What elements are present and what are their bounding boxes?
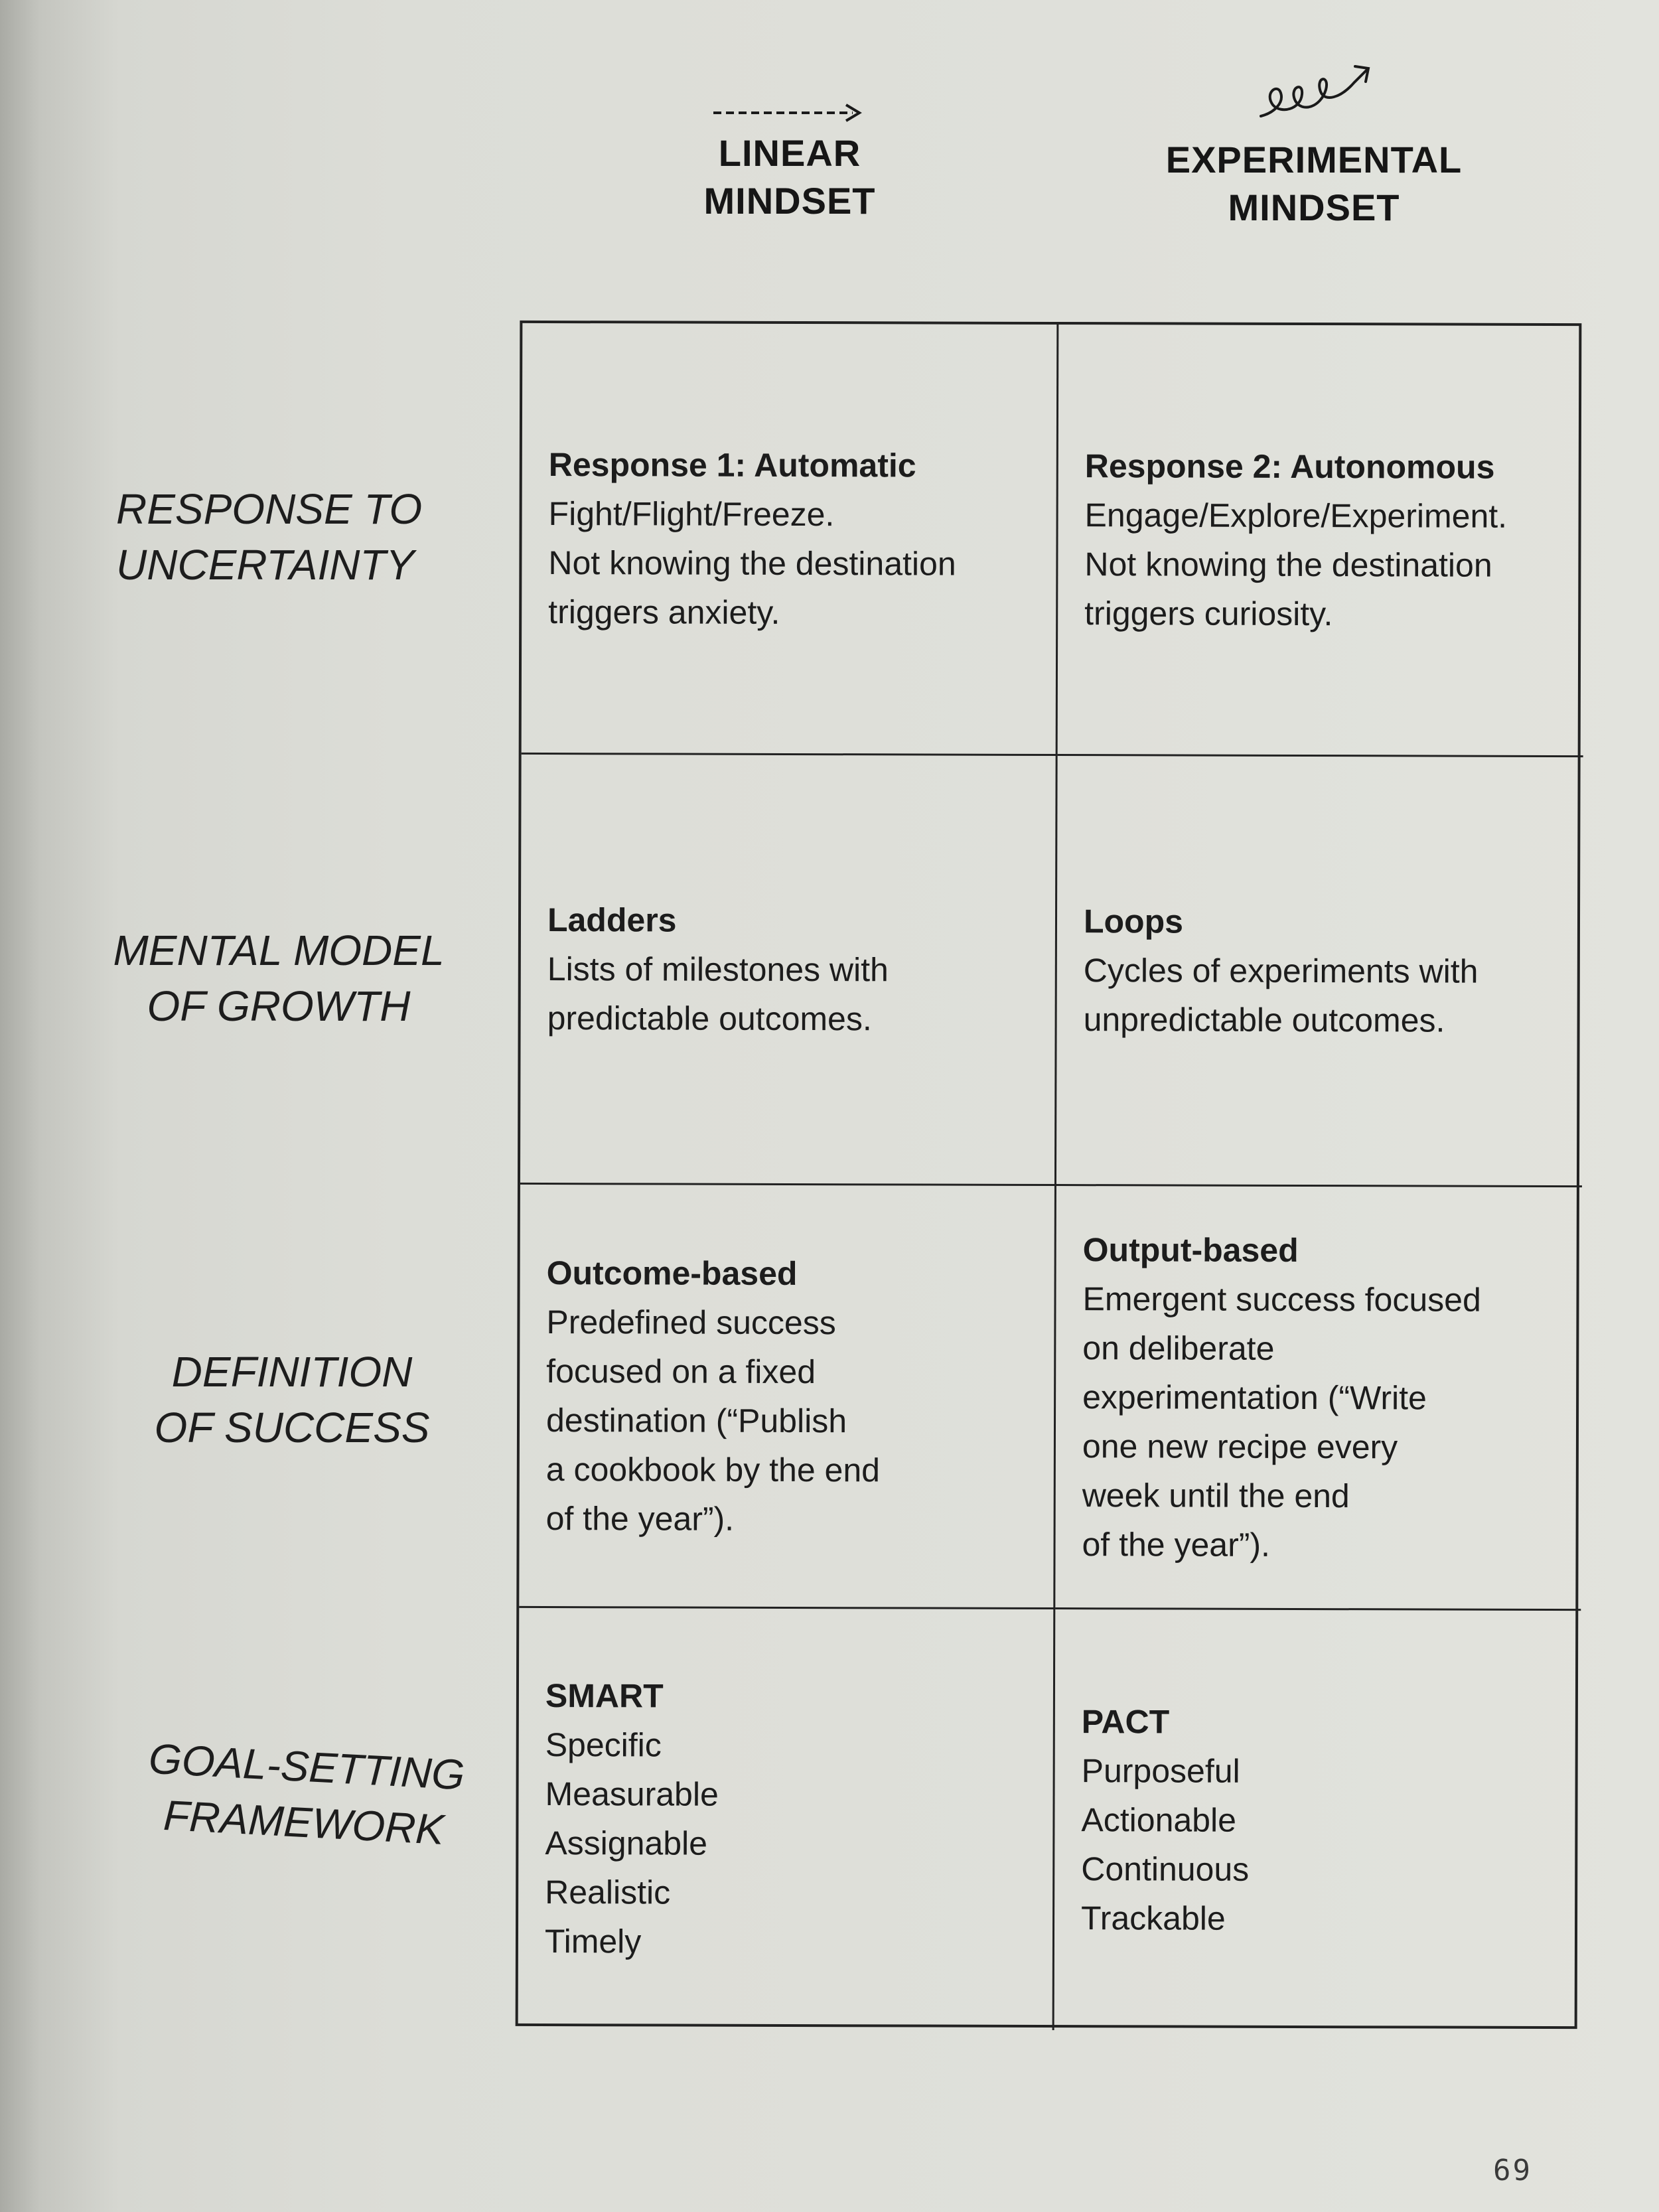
cell-line: Continuous: [1081, 1850, 1250, 1888]
row-label-mental-model-of-growth: [106, 922, 451, 1034]
row-label-definition-of-success: [119, 1344, 465, 1455]
cell-title: PACT: [1081, 1703, 1170, 1741]
page-number: 69: [1493, 2154, 1532, 2187]
cell-title: Response 2: Autonomous: [1084, 447, 1495, 486]
cell-line: Not knowing the destination: [548, 544, 956, 583]
cell-line: of the year”).: [545, 1499, 735, 1538]
column-header-experimental: [1128, 136, 1500, 232]
cell-experimental-response: [1058, 325, 1585, 757]
cell-line: Not knowing the destination: [1084, 545, 1492, 584]
column-header-line: MINDSET: [1228, 186, 1400, 228]
cell-line: Fight/Flight/Freeze.: [548, 494, 835, 533]
row-label-line: UNCERTAINTY: [116, 541, 415, 589]
row-label-line: GOAL-SETTING: [147, 1734, 467, 1799]
cell-linear-growth: [520, 755, 1058, 1186]
cell-line: Trackable: [1080, 1899, 1226, 1937]
row-label-line: OF GROWTH: [147, 982, 411, 1030]
cell-linear-framework: [518, 1608, 1056, 2030]
cell-line: triggers curiosity.: [1084, 594, 1333, 632]
cell-line: a cookbook by the end: [545, 1450, 881, 1489]
cell-title: Response 1: Automatic: [548, 445, 916, 484]
row-label-goal-setting-framework: [130, 1730, 480, 1860]
cell-line: destination (“Publish: [545, 1401, 847, 1439]
cell-line: one new recipe every: [1082, 1427, 1398, 1465]
cell-line: experimentation (“Write: [1082, 1378, 1427, 1416]
dashed-arrow-icon: [710, 100, 869, 126]
row-label-line: DEFINITION: [171, 1348, 413, 1396]
cell-line: Assignable: [545, 1824, 708, 1862]
cell-title: Output-based: [1082, 1230, 1299, 1269]
cell-line: focused on a fixed: [546, 1352, 816, 1390]
cell-line: Engage/Explore/Experiment.: [1084, 496, 1508, 535]
cell-line: Measurable: [545, 1775, 719, 1813]
row-label-response-to-uncertainty: [100, 481, 461, 593]
cell-line: Lists of milestones with: [547, 950, 889, 988]
cell-line: Emergent success focused: [1082, 1280, 1481, 1319]
cell-line: Predefined success: [546, 1303, 836, 1341]
cell-linear-success: [519, 1185, 1056, 1609]
cell-title: Ladders: [547, 901, 677, 939]
cell-line: of the year”).: [1082, 1525, 1271, 1564]
cell-line: predictable outcomes.: [547, 999, 872, 1037]
row-label-line: FRAMEWORK: [162, 1791, 445, 1854]
row-label-line: OF SUCCESS: [154, 1404, 430, 1451]
row-label-line: RESPONSE TO: [116, 485, 423, 533]
cell-experimental-success: [1055, 1186, 1582, 1611]
column-header-line: MINDSET: [703, 180, 876, 222]
cell-line: Specific: [545, 1726, 662, 1764]
cell-line: on deliberate: [1082, 1329, 1275, 1367]
cell-line: week until the end: [1082, 1476, 1350, 1514]
cell-title: Outcome-based: [546, 1254, 798, 1292]
cell-linear-response: [522, 323, 1059, 756]
cell-line: Cycles of experiments with: [1083, 951, 1479, 990]
row-label-line: MENTAL MODEL: [113, 926, 445, 974]
cell-line: Timely: [544, 1923, 642, 1960]
cell-line: unpredictable outcomes.: [1083, 1000, 1445, 1039]
column-header-linear: [657, 129, 922, 225]
column-header-line: LINEAR: [718, 132, 861, 174]
cell-line: triggers anxiety.: [548, 593, 780, 631]
column-header-line: EXPERIMENTAL: [1165, 139, 1463, 181]
cell-line: Realistic: [545, 1874, 671, 1911]
cell-title: Loops: [1083, 902, 1184, 940]
loop-arrow-icon: [1254, 46, 1380, 126]
cell-line: Purposeful: [1081, 1752, 1240, 1790]
cell-line: Actionable: [1081, 1801, 1237, 1839]
cell-experimental-framework: [1054, 1609, 1581, 2031]
cell-title: SMART: [545, 1677, 664, 1715]
comparison-table: [516, 321, 1582, 2029]
cell-experimental-growth: [1056, 756, 1583, 1187]
